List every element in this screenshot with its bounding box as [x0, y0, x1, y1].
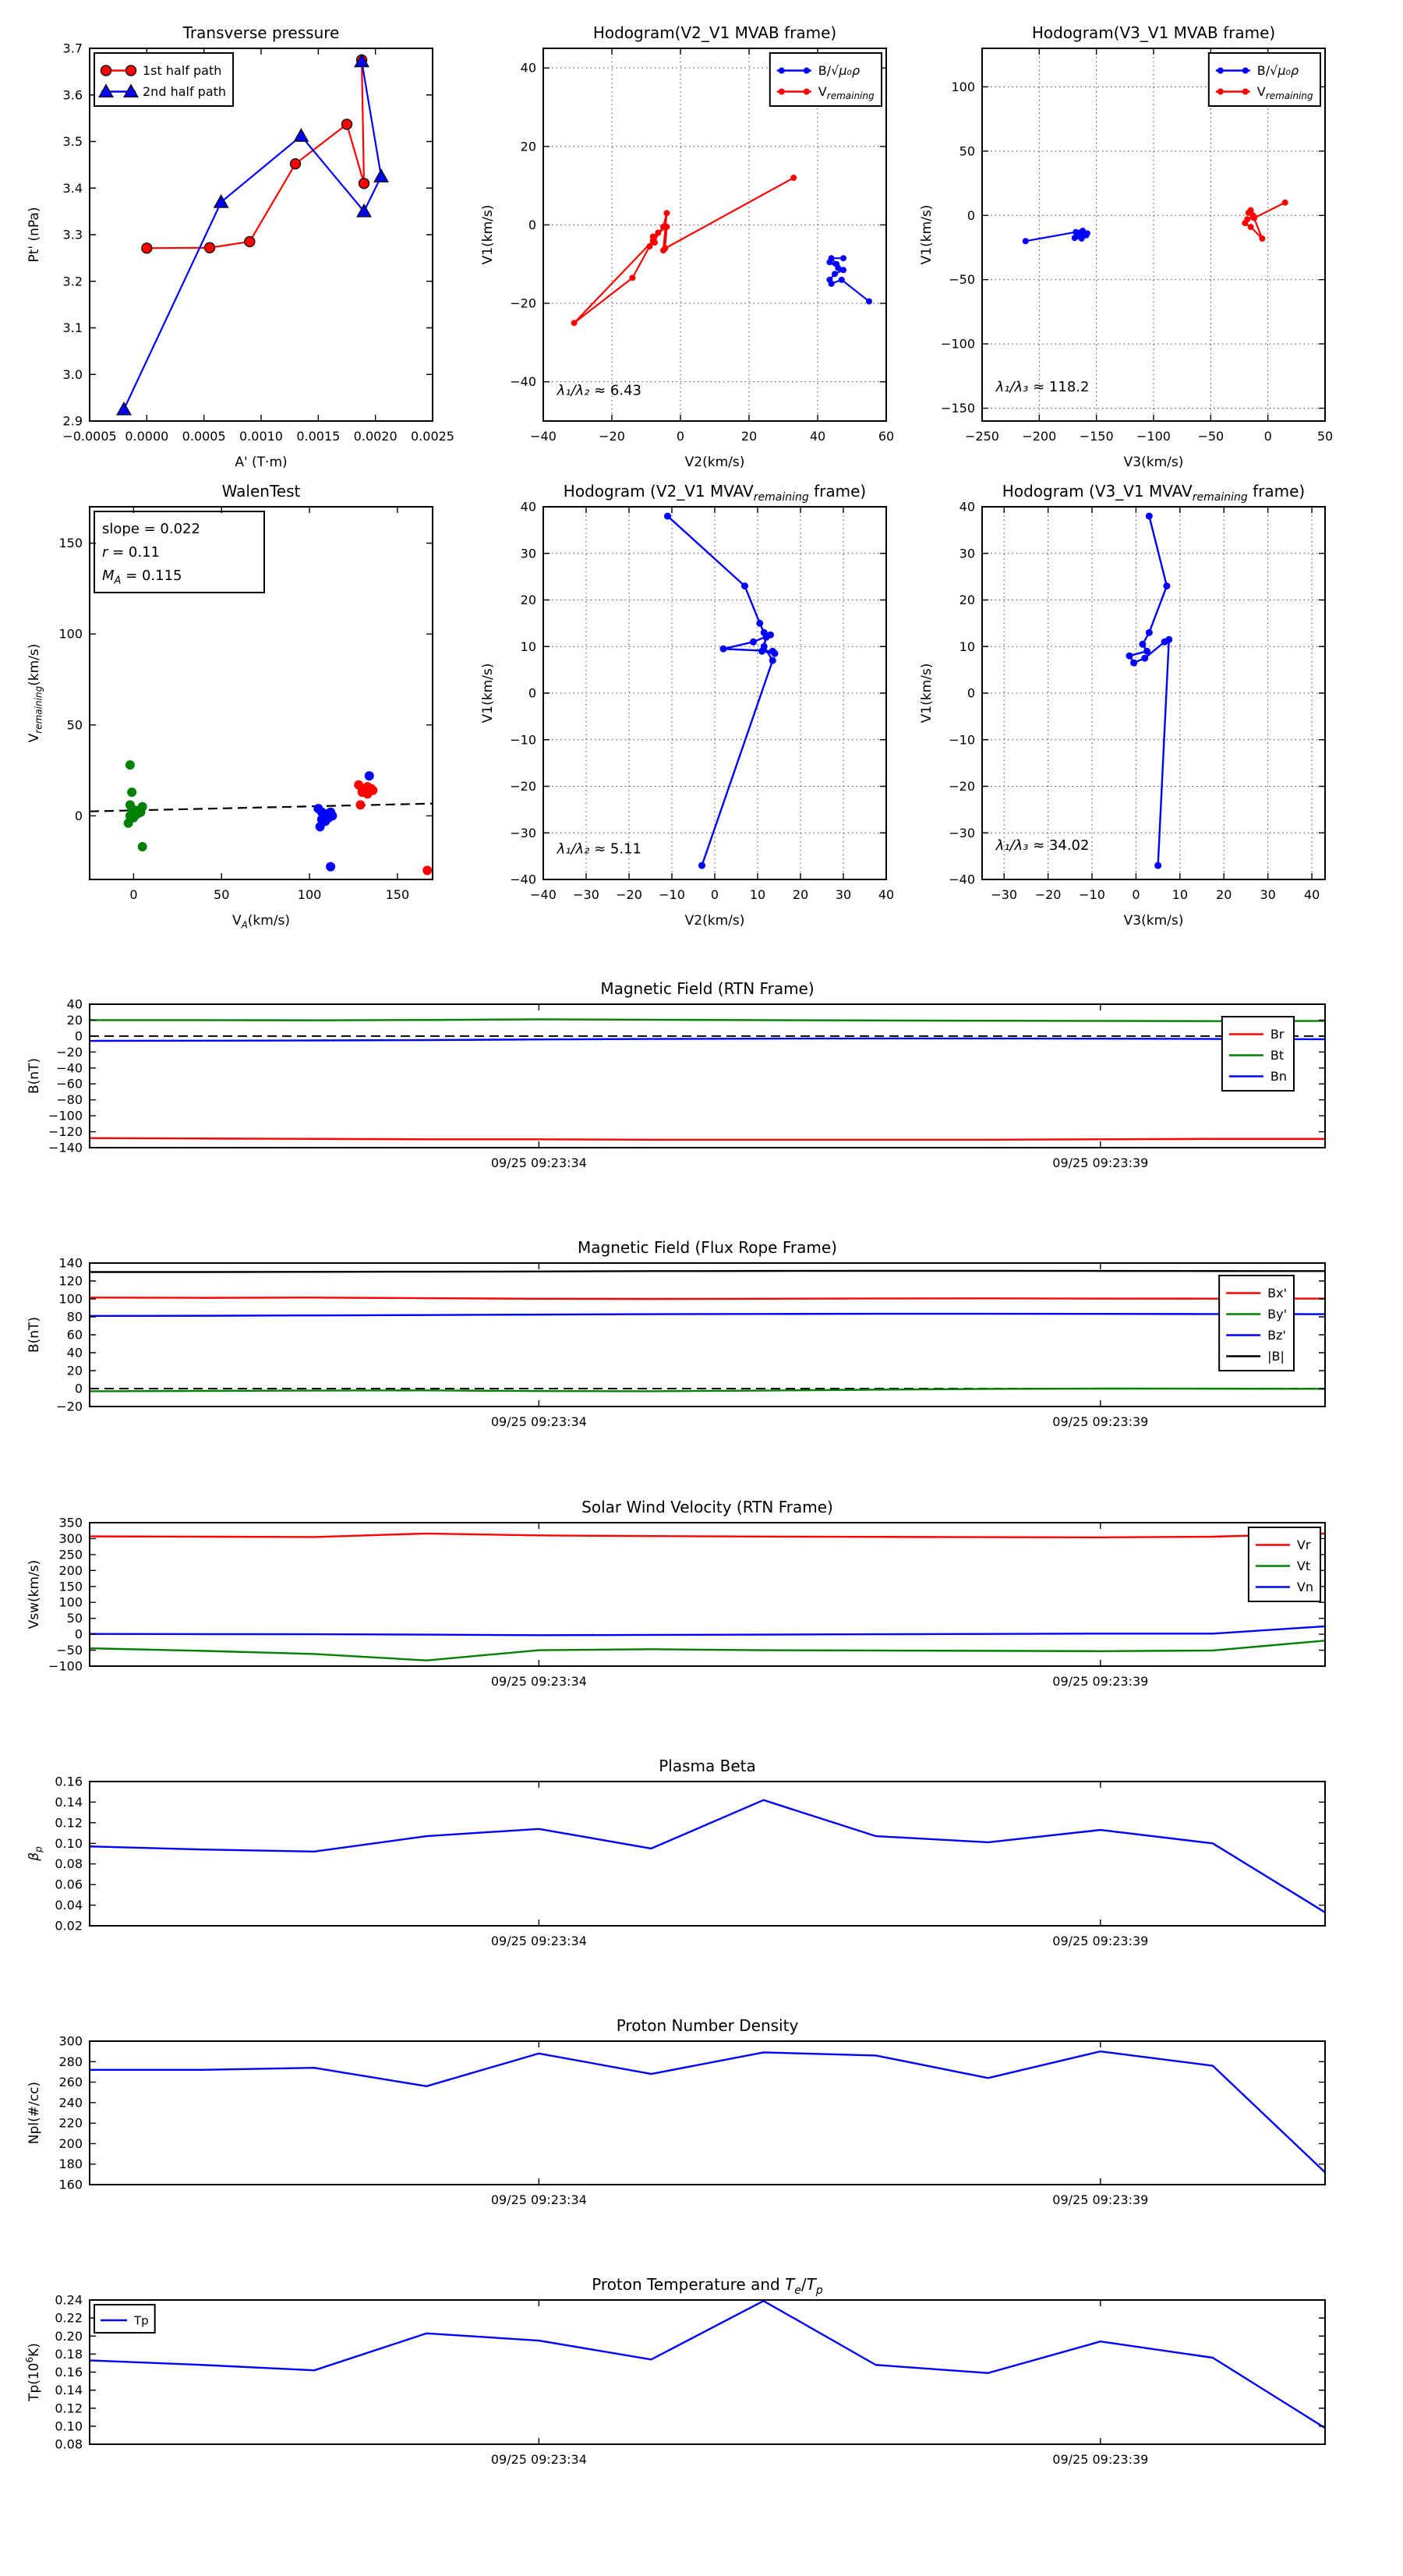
svg-text:Tp(106K): $Tp(10^6K)$: [24, 2343, 42, 2401]
svg-text:0: 0: [967, 207, 975, 223]
svg-text:2.9: 2.9: [62, 413, 83, 429]
svg-text:VA(km/s): $V_A(km/s)$: [231, 913, 291, 931]
svg-text:slope = 0.022: slope = 0.022: [102, 521, 200, 537]
svg-text:MA = 0.115: $M_A = 0.115$: [102, 568, 182, 587]
svg-text:Magnetic Field (Flux Rope Fram: Magnetic Field (Flux Rope Frame): [578, 1238, 837, 1257]
svg-text:100: 100: [297, 887, 322, 902]
svg-text:30: 30: [835, 887, 852, 902]
svg-text:0.04: 0.04: [55, 1898, 83, 1913]
svg-text:−10: −10: [949, 732, 975, 748]
svg-text:250: 250: [58, 1547, 83, 1562]
svg-text:3.7: 3.7: [62, 41, 83, 56]
svg-text:Vsw(km/s): Vsw(km/s): [27, 1559, 42, 1629]
chart-transverse-pressure: [27, 23, 454, 470]
svg-text:Proton Temperature and Te/Tp: Proton Temperature and $T_e/T_p$: [592, 2275, 823, 2298]
svg-text:V1(km/s): V1(km/s): [919, 663, 935, 724]
svg-text:0: 0: [129, 887, 138, 902]
svg-text:−100: −100: [1136, 429, 1171, 444]
svg-text:0.0010: 0.0010: [239, 429, 283, 444]
svg-text:|B|: |B|: [1267, 1349, 1285, 1364]
svg-text:3.3: 3.3: [62, 227, 83, 242]
svg-text:09/25 09:23:34: 09/25 09:23:34: [490, 2452, 587, 2467]
chart-solar-wind-velocity: [27, 1498, 1325, 1689]
svg-text:−30: −30: [573, 887, 599, 902]
svg-text:Vr: Vr: [1296, 1537, 1311, 1552]
svg-text:0.0025: 0.0025: [411, 429, 454, 444]
svg-text:−50: −50: [1197, 429, 1225, 444]
svg-text:0.10: 0.10: [55, 1835, 83, 1851]
svg-text:40: 40: [520, 499, 536, 515]
svg-text:40: 40: [66, 996, 83, 1012]
svg-text:09/25 09:23:39: 09/25 09:23:39: [1052, 1674, 1149, 1689]
svg-text:40: 40: [878, 887, 895, 902]
svg-text:80: 80: [66, 1309, 83, 1325]
svg-text:200: 200: [58, 1562, 83, 1578]
svg-text:0.20: 0.20: [55, 2328, 83, 2344]
svg-text:3.4: 3.4: [62, 180, 83, 196]
svg-text:09/25 09:23:39: 09/25 09:23:39: [1052, 2192, 1149, 2207]
svg-text:Solar Wind Velocity (RTN Frame: Solar Wind Velocity (RTN Frame): [581, 1498, 833, 1516]
svg-text:−10: −10: [659, 887, 685, 902]
svg-text:−50: −50: [949, 272, 975, 288]
svg-text:Bx': Bx': [1267, 1286, 1287, 1300]
svg-text:Bn: Bn: [1270, 1069, 1287, 1084]
chart-hodogram-v2v1-mvab: [480, 23, 894, 470]
chart-hodogram-v3v1-mvav: [919, 482, 1325, 929]
svg-text:V2(km/s): V2(km/s): [684, 913, 745, 929]
svg-text:0: 0: [74, 1381, 83, 1396]
svg-text:09/25 09:23:34: 09/25 09:23:34: [490, 1414, 587, 1429]
svg-text:20: 20: [959, 593, 975, 607]
svg-text:0.0000: 0.0000: [125, 429, 169, 444]
svg-text:−10: −10: [1079, 887, 1105, 902]
svg-text:−100: −100: [48, 1108, 83, 1123]
svg-text:−20: −20: [616, 887, 642, 902]
svg-text:120: 120: [58, 1273, 83, 1289]
svg-text:−10: −10: [510, 732, 536, 748]
svg-text:Vn: Vn: [1296, 1580, 1313, 1594]
svg-text:40: 40: [959, 499, 975, 515]
svg-text:10: 10: [959, 639, 975, 654]
svg-text:Npl(#/cc): Npl(#/cc): [27, 2081, 42, 2145]
svg-text:0.02: 0.02: [55, 1918, 83, 1934]
chart-magnetic-field-flux-rope: [27, 1238, 1325, 1429]
svg-text:B/√μ₀ρ: B/√μ₀ρ: [1256, 63, 1299, 78]
svg-text:0.14: 0.14: [55, 1794, 83, 1810]
svg-text:B(nT): B(nT): [27, 1057, 42, 1095]
svg-text:150: 150: [385, 887, 410, 902]
svg-text:Bz': Bz': [1267, 1328, 1286, 1343]
svg-text:220: 220: [58, 2115, 83, 2131]
svg-text:−120: −120: [48, 1124, 83, 1140]
svg-text:−150: −150: [1079, 429, 1114, 444]
svg-text:30: 30: [520, 546, 536, 561]
svg-text:0.0015: 0.0015: [296, 429, 341, 444]
svg-text:V1(km/s): V1(km/s): [480, 663, 496, 724]
svg-text:0: 0: [74, 1028, 83, 1044]
svg-text:260: 260: [58, 2075, 83, 2090]
svg-text:3.2: 3.2: [62, 274, 83, 289]
svg-text:100: 100: [951, 79, 975, 94]
svg-text:−60: −60: [56, 1076, 83, 1092]
svg-text:−0.0005: −0.0005: [62, 429, 117, 444]
svg-text:Hodogram (V2_V1 MVAVremaining: Hodogram (V2_V1 $MVAV_{remaining}$ frame): [563, 482, 867, 504]
svg-text:B(nT): B(nT): [27, 1316, 42, 1353]
svg-text:0.12: 0.12: [55, 1815, 83, 1831]
svg-text:−50: −50: [56, 1643, 83, 1658]
svg-text:20: 20: [740, 429, 758, 444]
svg-text:150: 150: [58, 1579, 83, 1594]
chart-proton-number-density: [27, 2016, 1325, 2207]
svg-text:Pt' (nPa): Pt' (nPa): [27, 207, 42, 263]
svg-text:50: 50: [66, 1611, 83, 1626]
svg-text:−150: −150: [941, 401, 975, 416]
svg-text:0.24: 0.24: [55, 2292, 83, 2308]
svg-text:0: 0: [1263, 429, 1272, 444]
svg-text:20: 20: [1216, 887, 1232, 902]
svg-text:Hodogram(V3_V1 MVAB frame): Hodogram(V3_V1 MVAB frame): [1031, 23, 1276, 42]
svg-text:09/25 09:23:39: 09/25 09:23:39: [1052, 2452, 1149, 2467]
svg-text:2nd half path: 2nd half path: [143, 84, 227, 99]
svg-text:−20: −20: [56, 1399, 83, 1414]
svg-text:−200: −200: [1022, 429, 1057, 444]
svg-text:280: 280: [58, 2054, 83, 2069]
svg-text:300: 300: [58, 2033, 83, 2049]
svg-text:0.12: 0.12: [55, 2401, 83, 2416]
svg-text:09/25 09:23:34: 09/25 09:23:34: [490, 2192, 587, 2207]
svg-text:λ₁/λ₂ ≈ 6.43: λ₁/λ₂ ≈ 6.43: [557, 382, 642, 399]
svg-text:−140: −140: [48, 1140, 83, 1155]
svg-text:λ₁/λ₃ ≈ 34.02: λ₁/λ₃ ≈ 34.02: [995, 837, 1090, 854]
svg-text:−20: −20: [599, 429, 625, 444]
svg-text:V2(km/s): V2(km/s): [684, 455, 745, 470]
svg-text:100: 100: [58, 1291, 83, 1307]
svg-text:09/25 09:23:39: 09/25 09:23:39: [1052, 1155, 1149, 1170]
svg-text:0.08: 0.08: [55, 2436, 83, 2452]
svg-text:Hodogram (V3_V1 MVAVremaining: Hodogram (V3_V1 $MVAV_{remaining}$ frame): [1002, 482, 1306, 504]
svg-text:−20: −20: [949, 779, 975, 794]
svg-text:Vremaining(km/s): $V_{remaining}(km/s)$: [27, 643, 44, 743]
chart-walen-test: [27, 482, 433, 930]
svg-text:−20: −20: [56, 1044, 83, 1060]
svg-text:0.10: 0.10: [55, 2419, 83, 2434]
svg-text:0.08: 0.08: [55, 1856, 83, 1872]
svg-text:40: 40: [520, 60, 536, 76]
svg-text:By': By': [1267, 1307, 1287, 1322]
svg-text:180: 180: [58, 2157, 83, 2172]
svg-text:−20: −20: [1034, 887, 1062, 902]
svg-text:−40: −40: [56, 1060, 83, 1076]
svg-text:0.16: 0.16: [55, 1774, 83, 1789]
svg-text:350: 350: [58, 1515, 83, 1530]
svg-text:Transverse pressure: Transverse pressure: [182, 23, 340, 42]
svg-text:V3(km/s): V3(km/s): [1123, 455, 1184, 470]
svg-text:20: 20: [520, 139, 536, 154]
svg-text:A' (T·m): A' (T·m): [235, 455, 288, 470]
svg-text:140: 140: [58, 1255, 83, 1271]
svg-text:0.14: 0.14: [55, 2383, 83, 2398]
svg-text:−40: −40: [530, 429, 557, 444]
svg-text:20: 20: [792, 887, 809, 902]
svg-text:3.0: 3.0: [62, 366, 83, 382]
svg-text:3.6: 3.6: [62, 87, 83, 103]
svg-text:0: 0: [676, 429, 685, 444]
svg-text:240: 240: [58, 2095, 83, 2111]
svg-text:0: 0: [74, 808, 83, 823]
svg-text:09/25 09:23:39: 09/25 09:23:39: [1052, 1414, 1149, 1429]
svg-text:50: 50: [214, 887, 230, 902]
svg-text:Proton Number Density: Proton Number Density: [616, 2016, 799, 2035]
svg-text:0: 0: [967, 685, 975, 701]
svg-text:Magnetic Field (RTN Frame): Magnetic Field (RTN Frame): [600, 979, 815, 998]
svg-text:0: 0: [528, 685, 536, 701]
svg-text:09/25 09:23:34: 09/25 09:23:34: [490, 1934, 587, 1948]
svg-text:−30: −30: [991, 887, 1018, 902]
svg-text:−100: −100: [941, 336, 975, 352]
svg-text:Br: Br: [1270, 1027, 1285, 1042]
svg-text:−30: −30: [510, 825, 536, 840]
svg-text:200: 200: [58, 2135, 83, 2151]
svg-text:−40: −40: [949, 872, 975, 887]
chart-plasma-beta: [27, 1757, 1325, 1948]
svg-text:V1(km/s): V1(km/s): [919, 204, 935, 265]
svg-text:10: 10: [520, 639, 536, 654]
svg-text:Vt: Vt: [1296, 1559, 1311, 1573]
svg-text:−250: −250: [965, 429, 999, 444]
svg-text:−40: −40: [510, 872, 536, 887]
svg-text:40: 40: [66, 1345, 83, 1361]
svg-text:30: 30: [959, 546, 975, 561]
svg-text:100: 100: [58, 626, 83, 642]
svg-text:50: 50: [959, 143, 975, 159]
svg-text:0: 0: [710, 887, 719, 902]
svg-text:0.18: 0.18: [55, 2346, 83, 2362]
svg-text:0.0020: 0.0020: [353, 429, 398, 444]
svg-text:−80: −80: [56, 1092, 83, 1108]
svg-text:βp: $\beta_p$: [27, 1846, 44, 1861]
svg-text:10: 10: [749, 887, 766, 902]
svg-text:Bt: Bt: [1270, 1048, 1285, 1063]
svg-text:1st half path: 1st half path: [143, 63, 222, 78]
svg-text:Hodogram(V2_V1 MVAB frame): Hodogram(V2_V1 MVAB frame): [592, 23, 837, 42]
svg-text:160: 160: [58, 2177, 83, 2192]
svg-text:Vremaining: $V_{remaining}$: [1256, 84, 1313, 102]
svg-text:3.1: 3.1: [62, 320, 83, 335]
svg-text:20: 20: [66, 1012, 83, 1028]
svg-text:V3(km/s): V3(km/s): [1123, 913, 1184, 929]
svg-text:λ₁/λ₃ ≈ 118.2: λ₁/λ₃ ≈ 118.2: [995, 378, 1090, 395]
chart-hodogram-v3v1-mvab: [919, 23, 1333, 470]
svg-text:Vremaining: $V_{remaining}$: [818, 84, 875, 102]
svg-text:60: 60: [878, 429, 895, 444]
svg-text:WalenTest: WalenTest: [221, 482, 301, 501]
svg-text:B/√μ₀ρ: B/√μ₀ρ: [818, 63, 861, 78]
svg-text:40: 40: [809, 429, 826, 444]
svg-text:0.0005: 0.0005: [182, 429, 226, 444]
svg-text:−40: −40: [530, 887, 557, 902]
svg-text:0: 0: [74, 1626, 83, 1642]
svg-text:09/25 09:23:34: 09/25 09:23:34: [490, 1155, 587, 1170]
svg-text:09/25 09:23:34: 09/25 09:23:34: [490, 1674, 587, 1689]
chart-hodogram-v2v1-mvav: [480, 482, 894, 929]
svg-text:λ₁/λ₂ ≈ 5.11: λ₁/λ₂ ≈ 5.11: [557, 840, 642, 858]
svg-text:0.22: 0.22: [55, 2310, 83, 2326]
svg-text:60: 60: [66, 1327, 83, 1343]
svg-text:3.5: 3.5: [62, 134, 83, 149]
svg-text:09/25 09:23:39: 09/25 09:23:39: [1052, 1934, 1149, 1948]
svg-text:−20: −20: [510, 295, 536, 311]
svg-text:10: 10: [1172, 887, 1189, 902]
svg-text:−100: −100: [48, 1658, 83, 1674]
svg-text:−20: −20: [510, 779, 536, 794]
svg-text:−30: −30: [949, 825, 975, 840]
svg-text:0.16: 0.16: [55, 2365, 83, 2380]
svg-text:40: 40: [1303, 887, 1320, 902]
svg-text:50: 50: [1316, 429, 1334, 444]
svg-text:0.06: 0.06: [55, 1877, 83, 1892]
svg-text:0: 0: [1132, 887, 1140, 902]
svg-text:100: 100: [58, 1594, 83, 1610]
svg-text:0: 0: [528, 217, 536, 232]
svg-text:V1(km/s): V1(km/s): [480, 204, 496, 265]
chart-proton-temperature: [24, 2275, 1325, 2467]
svg-text:30: 30: [1260, 887, 1276, 902]
svg-text:150: 150: [58, 536, 83, 551]
chart-magnetic-field-rtn: [27, 979, 1325, 1170]
svg-text:−40: −40: [510, 374, 536, 390]
svg-text:20: 20: [520, 593, 536, 607]
svg-text:r = 0.11: r = 0.11: [102, 544, 161, 561]
svg-text:300: 300: [58, 1530, 83, 1546]
svg-text:Plasma Beta: Plasma Beta: [659, 1757, 756, 1775]
svg-text:50: 50: [66, 717, 83, 733]
svg-text:20: 20: [66, 1363, 83, 1378]
svg-text:Tp: Tp: [134, 2313, 149, 2328]
